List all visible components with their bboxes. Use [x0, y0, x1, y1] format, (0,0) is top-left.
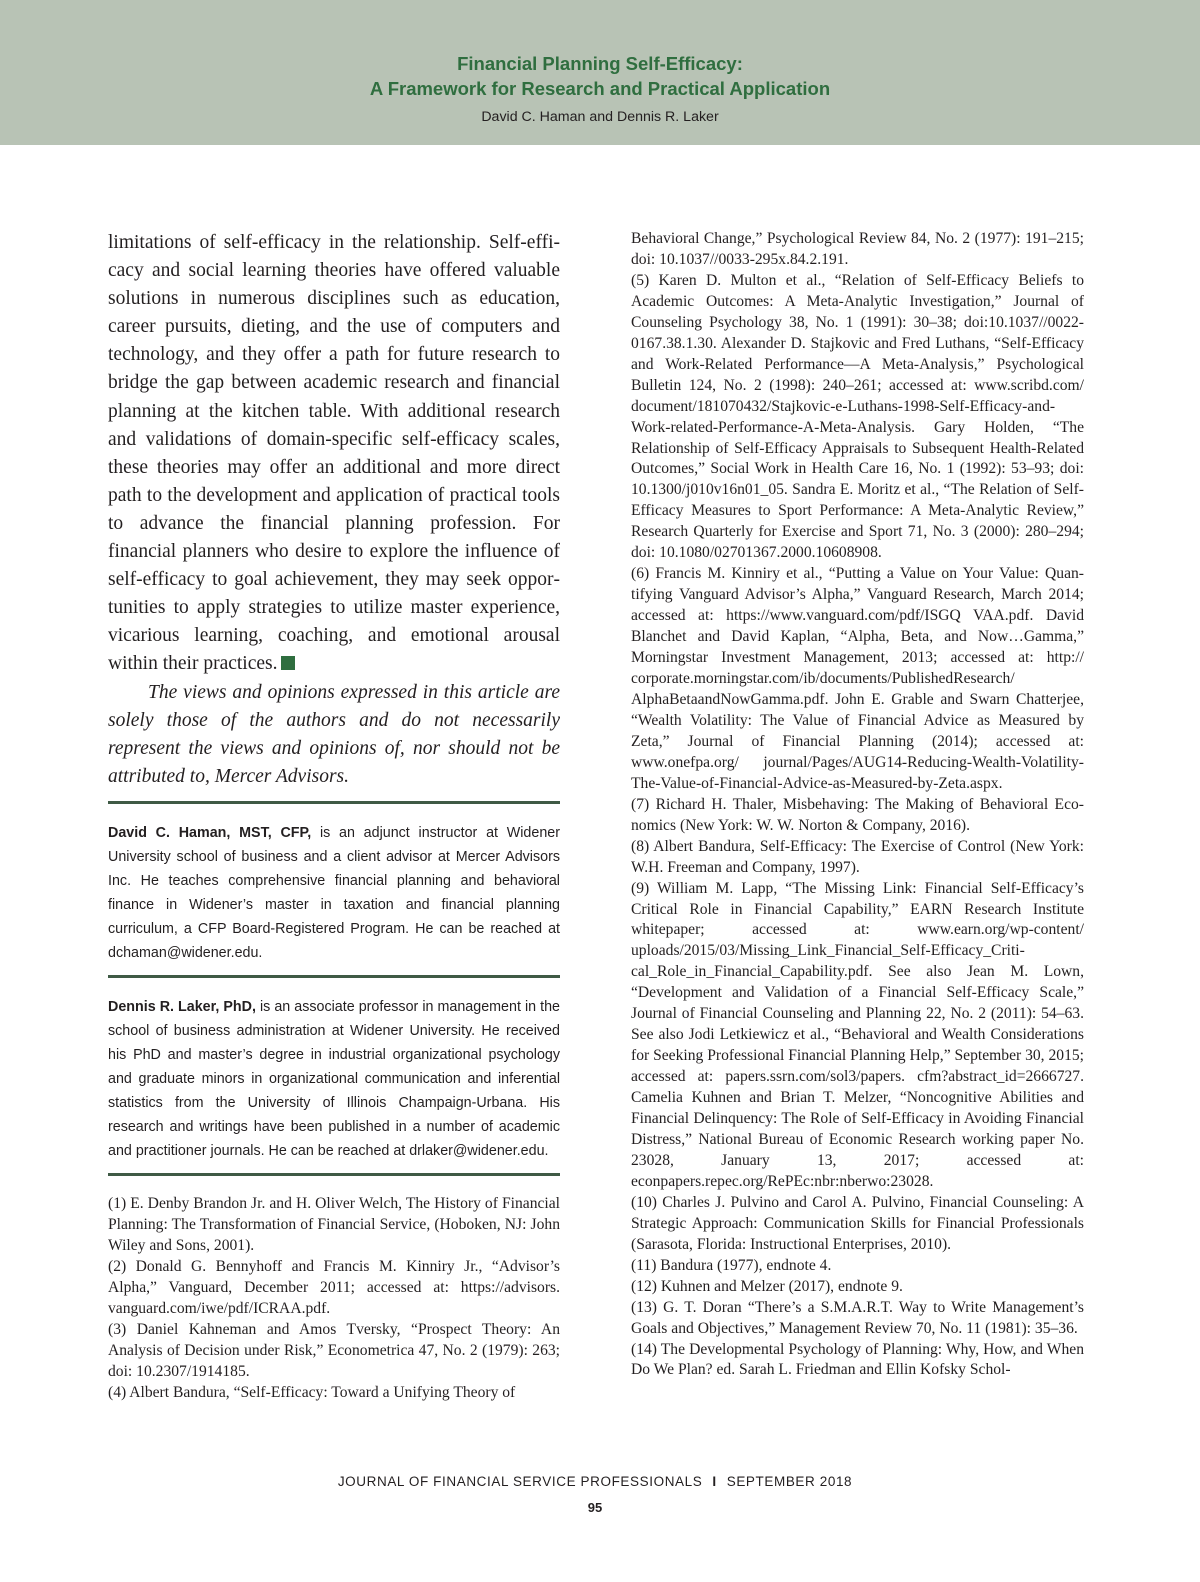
conclusion-paragraph	[108, 229, 560, 679]
author-bio-laker	[108, 995, 560, 1163]
right-column	[631, 229, 1084, 1381]
endnote-3: (3) Daniel Kahneman and Amos Tversky, “Prospect Theory: An Analysis of Decision under Risk,” Econometrica 47, No. 2 (1979): 263; doi: 10.2307/1914185.	[108, 1320, 560, 1380]
section-divider	[108, 975, 560, 978]
section-divider	[108, 801, 560, 804]
journal-issue: SEPTEMBER 2018	[726, 1474, 853, 1489]
endnote-12: (12) Kuhnen and Melzer (2017), endnote 9.	[631, 1277, 903, 1295]
endnote-5: (5) Karen D. Multon et al., “Relation of Self-Efficacy Beliefs to Academic Outcomes: A Meta-Analytic Investigation,” Journal of Counseling Psychology 38, No. 1 (1991): 30–38; doi:10.1037//0022-0167.38.1.30. Alexander D. Stajkovic and Fred Luthans, “Self-Efficacy and Work-Related Performance—A Meta-Analysis,” Psychological Bulletin 124, No. 2 (1998): 240–261; accessed at: www.scribd.com/ document/181070432/Stajkovic-e-Luthans-1998-Self-Efficacy-and-Work-related-Performance-A-Meta-Analysis. Gary Holden, “The Relationship of Self-Efficacy Appraisals to Subsequent Health-Related Outcomes,” Social Work in Health Care 16, No. 1 (1992): 53–93; doi: 10.1300/j010v16n01_05. Sandra E. Moritz et al., “The Relation of Self-Efficacy Measures to Sport Performance: A Meta-Analytic Review,” Research Quarterly for Exercise and Sport 71, No. 3 (2000): 280–294; doi: 10.1080/02701367.2000.10608908.	[631, 271, 1084, 562]
endnote-14-start: (14) The Developmental Psychology of Planning: Why, How, and When Do We Plan? ed. Sarah L. Friedman and Ellin Kofsky Schol-	[631, 1340, 1084, 1379]
bio-text: is an associate professor in management in the school of business administration at Widener University. He received his PhD and master’s degree in industrial organizational psychology and graduate minors in organizational communication and inferential statistics from the University of Illinois Champaign-Urbana. His research and writings have been published in a number of academic and practitioner journals. He can be reached at drlaker@widener.edu.	[108, 998, 560, 1159]
article-title-line-1: Financial Planning Self-Efficacy:	[457, 53, 743, 74]
journal-name: JOURNAL OF FINANCIAL SERVICE PROFESSIONALS	[337, 1474, 703, 1489]
article-title-line-2: A Framework for Research and Practical Application	[369, 78, 831, 99]
endnote-8: (8) Albert Bandura, Self-Efficacy: The Exercise of Control (New York: W.H. Freeman and Company, 1997).	[631, 837, 1084, 876]
end-of-article-mark	[281, 656, 295, 670]
endnote-10: (10) Charles J. Pulvino and Carol A. Pulvino, Financial Counseling: A Strategic Approach: Communication Skills for Financial Professionals (Sarasota, Florida: Instructional Enterprises, 2010).	[631, 1193, 1084, 1253]
article-authors: David C. Haman and Dennis R. Laker	[481, 109, 719, 125]
endnote-4-continued: Behavioral Change,” Psychological Review 84, No. 2 (1977): 191–215; doi: 10.1037//0033-295x.84.2.191.	[631, 230, 1084, 268]
endnote-4-start: (4) Albert Bandura, “Self-Efficacy: Toward a Unifying Theory of	[108, 1383, 516, 1401]
endnote-13: (13) G. T. Doran “There’s a S.M.A.R.T. Way to Write Management’s Goals and Objectives,” Management Review 70, No. 11 (1981): 35–36.	[631, 1298, 1084, 1337]
header-band	[0, 0, 1200, 145]
bio-author-name: David C. Haman, MST, CFP,	[108, 824, 312, 841]
endnote-1: (1) E. Denby Brandon Jr. and H. Oliver Welch, The History of Financial Planning: The Transformation of Financial Service, (Hoboken, NJ: John Wiley and Sons, 2001).	[108, 1194, 560, 1254]
endnote-6: (6) Francis M. Kinniry et al., “Putting a Value on Your Value: Quantifying Vanguard Advisor’s Alpha,” Vanguard Research, March 2014; accessed at: https://www.vanguard.com/pdf/ISGQ VAA.pdf. David Blanchet and David Kaplan, “Alpha, Beta, and Now…Gamma,” Morningstar Investment Management, 2013; accessed at: http:// corporate.morningstar.com/ib/documents/PublishedResearch/ AlphaBetaandNowGamma.pdf. John E. Grable and Swarn Chatterjee, “Wealth Volatility: The Value of Financial Advice as Measured by Zeta,” Journal of Financial Planning (2014); accessed at: www.onefpa.org/ journal/Pages/AUG14-Reducing-Wealth-Volatility-The-Value-of-Financial-Advice-as-Measured-by-Zeta.aspx.	[631, 565, 1084, 792]
bio-author-name: Dennis R. Laker, PhD,	[108, 998, 256, 1015]
footer-separator: I	[712, 1474, 717, 1489]
page-number: 95	[587, 1500, 603, 1515]
journal-footer	[0, 1474, 1190, 1489]
endnote-7: (7) Richard H. Thaler, Misbehaving: The Making of Behavioral Economics (New York: W. W. Norton & Company, 2016).	[631, 795, 1084, 834]
endnotes-left	[108, 1193, 560, 1403]
left-column	[108, 229, 560, 1403]
endnote-9: (9) William M. Lapp, “The Missing Link: Financial Self-Efficacy’s Critical Role in Financial Capability,” EARN Research Institute whitepaper; accessed at: www.earn.org/wp-content/ uploads/2015/03/Missing_Link_Financial_Self-Efficacy_Critical_Role_in_Financial_Capability.pdf. See also Jean M. Lown, “Development and Validation of a Financial Self-Efficacy Scale,” Journal of Financial Counseling and Planning 22, No. 2 (2011): 54–63. See also Jodi Letkiewicz et al., “Behavioral and Wealth Considerations for Seeking Professional Financial Planning Help,” September 30, 2015; accessed at: papers.ssrn.com/sol3/papers. cfm?abstract_id=2666727. Camelia Kuhnen and Brian T. Melzer, “Noncognitive Abilities and Financial Delinquency: The Role of Self-Efficacy in Avoiding Financial Distress,” National Bureau of Economic Research working paper No. 23028, January 13, 2017; accessed at: econpapers.repec.org/RePEc:nbr:nberwo:23028.	[631, 879, 1085, 1190]
author-bio-haman	[108, 821, 560, 965]
endnotes-right	[631, 229, 1084, 1381]
section-divider	[108, 1173, 560, 1176]
endnote-11: (11) Bandura (1977), endnote 4.	[631, 1256, 832, 1274]
bio-text: is an adjunct instructor at Widener University school of business and a client advisor at Mercer Advisors Inc. He teaches comprehensive financial planning and behavioral finance in Widener’s master in taxation and financial planning curriculum, a CFP Board-Registered Program. He can be reached at dchaman@widener.edu.	[108, 824, 560, 961]
conclusion-text: limitations of self-efficacy in the relationship. Self-efficacy and social learning theories have offered valuable solutions in numerous disciplines such as education, career pursuits, dieting, and the use of computers and technology, and they offer a path for future research to bridge the gap between academic research and financial planning at the kitchen table. With additional research and validations of domain-specific self-efficacy scales, these theories may offer an additional and more direct path to the development and application of practical tools to advance the financial planning profession. For financial planners who desire to explore the influence of self-efficacy to goal achievement, they may seek opportunities to apply strategies to utilize master experience, vicarious learning, coaching, and emotional arousal within their practices.	[108, 232, 560, 675]
endnote-2: (2) Donald G. Bennyhoff and Francis M. Kinniry Jr., “Advisor’s Alpha,” Vanguard, December 2011; accessed at: https://advisors. vanguard.com/iwe/pdf/ICRAA.pdf.	[108, 1257, 560, 1317]
disclaimer-paragraph: The views and opinions expressed in this article are solely those of the authors and do not necessarily represent the views and opinions of, nor should not be attributed to, Mercer Advisors.	[108, 681, 560, 787]
